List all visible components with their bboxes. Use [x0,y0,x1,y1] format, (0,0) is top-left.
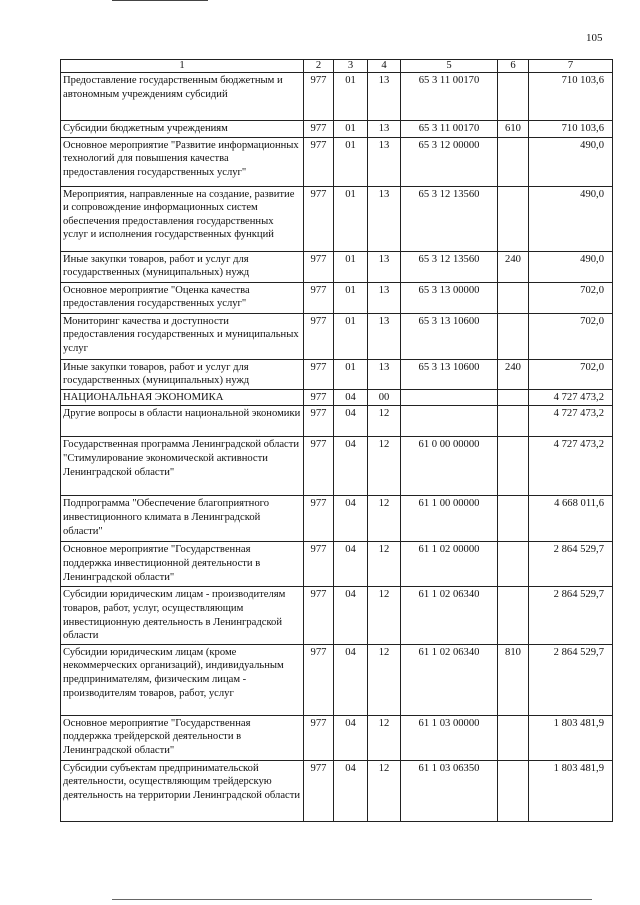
row-rz-cell: 04 [334,587,368,644]
table-body [61,73,613,822]
row-vr-cell [498,73,529,121]
table-row [61,313,613,359]
row-rz-cell: 01 [334,282,368,313]
row-ved-cell: 977 [304,644,334,715]
header-col-2: 2 [304,60,334,73]
row-ved-cell: 977 [304,542,334,587]
row-name-cell: Субсидии юридическим лицам - производителям товаров, работ, услуг, осуществляющим инвестиционную деятельность в Ленинградской области [61,587,304,644]
row-vr-cell [498,587,529,644]
row-vr-cell [498,282,529,313]
row-csr-cell: 65 3 11 00170 [401,121,498,138]
row-pr-cell: 13 [368,186,401,251]
table-row [61,437,613,496]
table-row [61,644,613,715]
row-rz-cell: 04 [334,715,368,760]
row-name-cell: Субсидии бюджетным учреждениям [61,121,304,138]
row-ved-cell: 977 [304,137,334,186]
row-name-cell: Основное мероприятие "Оценка качества предоставления государственных услуг" [61,282,304,313]
row-name-cell: Иные закупки товаров, работ и услуг для государственных (муниципальных) нужд [61,251,304,282]
row-sum-cell: 490,0 [529,186,613,251]
row-pr-cell: 13 [368,313,401,359]
row-rz-cell: 04 [334,542,368,587]
row-name-cell: Предоставление государственным бюджетным и автономным учреждениям субсидий [61,73,304,121]
row-rz-cell: 01 [334,73,368,121]
row-ved-cell: 977 [304,251,334,282]
row-csr-cell: 65 3 13 10600 [401,313,498,359]
table-row [61,760,613,821]
table-row [61,121,613,138]
row-rz-cell: 01 [334,251,368,282]
table-row [61,587,613,644]
row-rz-cell: 04 [334,406,368,437]
table-row [61,389,613,406]
row-pr-cell: 13 [368,73,401,121]
table-row [61,282,613,313]
row-vr-cell [498,186,529,251]
row-ved-cell: 977 [304,715,334,760]
row-csr-cell: 65 3 13 10600 [401,359,498,389]
header-col-3: 3 [334,60,368,73]
row-pr-cell: 13 [368,282,401,313]
row-csr-cell: 65 3 12 00000 [401,137,498,186]
row-sum-cell: 490,0 [529,251,613,282]
row-ved-cell: 977 [304,496,334,542]
row-pr-cell: 13 [368,251,401,282]
row-name-cell: НАЦИОНАЛЬНАЯ ЭКОНОМИКА [61,389,304,406]
header-col-6: 6 [498,60,529,73]
row-rz-cell: 01 [334,313,368,359]
row-name-cell: Субсидии субъектам предпринимательской деятельности, осуществляющим трейдерскую деятельность на территории Ленинградской области [61,760,304,821]
table-row [61,73,613,121]
row-ved-cell: 977 [304,313,334,359]
top-edge-rule [112,0,208,1]
row-sum-cell: 2 864 529,7 [529,644,613,715]
row-pr-cell: 12 [368,406,401,437]
row-pr-cell: 12 [368,437,401,496]
row-name-cell: Основное мероприятие "Государственная поддержка трейдерской деятельности в Ленинградской области" [61,715,304,760]
row-csr-cell: 65 3 13 00000 [401,282,498,313]
row-vr-cell: 610 [498,121,529,138]
row-pr-cell: 12 [368,542,401,587]
row-csr-cell: 61 1 02 06340 [401,587,498,644]
row-rz-cell: 04 [334,644,368,715]
row-sum-cell: 2 864 529,7 [529,542,613,587]
row-vr-cell [498,137,529,186]
row-rz-cell: 04 [334,437,368,496]
row-pr-cell: 13 [368,137,401,186]
row-rz-cell: 04 [334,389,368,406]
row-ved-cell: 977 [304,282,334,313]
row-rz-cell: 01 [334,186,368,251]
row-vr-cell [498,496,529,542]
row-ved-cell: 977 [304,186,334,251]
row-csr-cell: 61 0 00 00000 [401,437,498,496]
row-sum-cell: 702,0 [529,359,613,389]
row-sum-cell: 702,0 [529,313,613,359]
table-row [61,186,613,251]
row-vr-cell [498,715,529,760]
table-row [61,715,613,760]
header-row [61,60,613,73]
row-csr-cell [401,389,498,406]
row-ved-cell: 977 [304,389,334,406]
row-pr-cell: 12 [368,644,401,715]
row-name-cell: Мониторинг качества и доступности предоставления государственных и муниципальных услуг [61,313,304,359]
row-pr-cell: 12 [368,496,401,542]
row-sum-cell: 490,0 [529,137,613,186]
table-row [61,251,613,282]
row-sum-cell: 1 803 481,9 [529,715,613,760]
row-name-cell: Иные закупки товаров, работ и услуг для государственных (муниципальных) нужд [61,359,304,389]
row-name-cell: Другие вопросы в области национальной экономики [61,406,304,437]
row-csr-cell: 65 3 11 00170 [401,73,498,121]
row-vr-cell [498,313,529,359]
budget-table [60,59,613,822]
table-row [61,359,613,389]
row-ved-cell: 977 [304,359,334,389]
row-ved-cell: 977 [304,121,334,138]
row-sum-cell: 702,0 [529,282,613,313]
header-col-1: 1 [61,60,304,73]
row-vr-cell [498,389,529,406]
row-csr-cell: 61 1 03 00000 [401,715,498,760]
table-row [61,137,613,186]
row-sum-cell: 2 864 529,7 [529,587,613,644]
row-csr-cell: 61 1 02 06340 [401,644,498,715]
row-sum-cell: 4 727 473,2 [529,437,613,496]
header-col-7: 7 [529,60,613,73]
row-rz-cell: 01 [334,121,368,138]
row-csr-cell: 61 1 03 06350 [401,760,498,821]
row-ved-cell: 977 [304,437,334,496]
row-name-cell: Мероприятия, направленные на создание, развитие и сопровождение информационных систем обеспечения предоставления государственных услуг и исполнения государственных функций [61,186,304,251]
row-vr-cell: 240 [498,251,529,282]
row-csr-cell: 65 3 12 13560 [401,186,498,251]
row-csr-cell: 65 3 12 13560 [401,251,498,282]
row-vr-cell: 240 [498,359,529,389]
row-rz-cell: 01 [334,137,368,186]
row-ved-cell: 977 [304,406,334,437]
row-vr-cell [498,437,529,496]
row-sum-cell: 710 103,6 [529,121,613,138]
row-sum-cell: 4 727 473,2 [529,406,613,437]
bottom-edge-rule [112,899,592,900]
row-csr-cell: 61 1 00 00000 [401,496,498,542]
row-ved-cell: 977 [304,73,334,121]
page-number: 105 [586,32,603,44]
row-pr-cell: 00 [368,389,401,406]
row-rz-cell: 04 [334,760,368,821]
row-pr-cell: 12 [368,760,401,821]
row-ved-cell: 977 [304,760,334,821]
table-row [61,542,613,587]
header-col-5: 5 [401,60,498,73]
row-ved-cell: 977 [304,587,334,644]
row-csr-cell [401,406,498,437]
row-csr-cell: 61 1 02 00000 [401,542,498,587]
row-name-cell: Субсидии юридическим лицам (кроме некоммерческих организаций), индивидуальным предпринимателям, физическим лицам - производителям товаров, работ, услуг [61,644,304,715]
table-row [61,406,613,437]
row-pr-cell: 13 [368,121,401,138]
row-name-cell: Государственная программа Ленинградской области "Стимулирование экономической активности Ленинградской области" [61,437,304,496]
row-sum-cell: 1 803 481,9 [529,760,613,821]
row-pr-cell: 13 [368,359,401,389]
row-rz-cell: 04 [334,496,368,542]
row-name-cell: Основное мероприятие "Развитие информационных технологий для повышения качества предоставления государственных услуг" [61,137,304,186]
row-pr-cell: 12 [368,587,401,644]
row-name-cell: Подпрограмма "Обеспечение благоприятного инвестиционного климата в Ленинградской области" [61,496,304,542]
row-vr-cell [498,542,529,587]
row-rz-cell: 01 [334,359,368,389]
row-sum-cell: 4 668 011,6 [529,496,613,542]
row-name-cell: Основное мероприятие "Государственная поддержка инвестиционной деятельности в Ленинградской области" [61,542,304,587]
table-row [61,496,613,542]
row-vr-cell [498,760,529,821]
row-pr-cell: 12 [368,715,401,760]
row-sum-cell: 710 103,6 [529,73,613,121]
header-col-4: 4 [368,60,401,73]
row-vr-cell [498,406,529,437]
row-vr-cell: 810 [498,644,529,715]
row-sum-cell: 4 727 473,2 [529,389,613,406]
